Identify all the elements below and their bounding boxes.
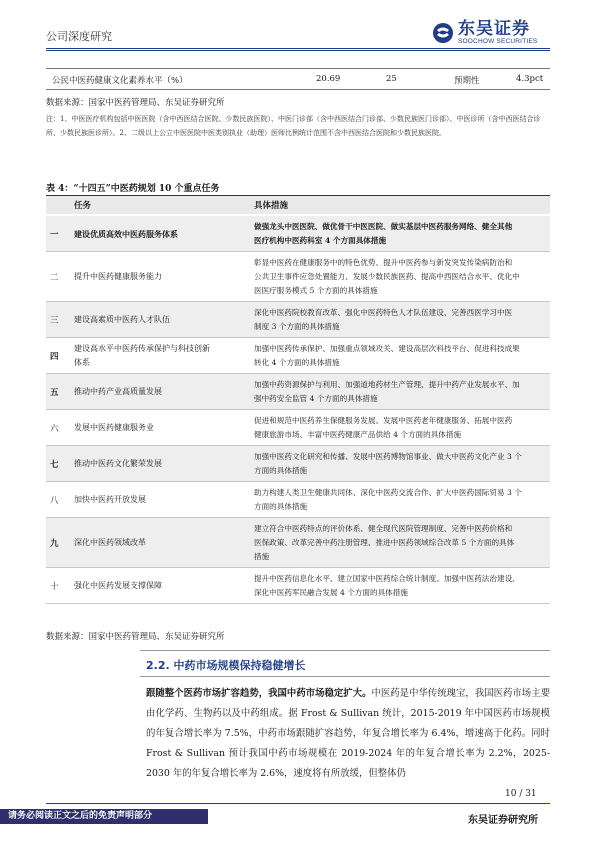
row-measure-line: 方面的具体措施	[254, 466, 308, 475]
row-measures	[254, 572, 548, 600]
header-section-label: 公司深度研究	[46, 30, 112, 43]
row-measure-line: 深化中医药院校教育改革、强化中医药特色人才队伍建设、完善西医学习中医	[254, 308, 513, 317]
logo-en-text: SOOCHOW SECURITIES	[458, 38, 538, 45]
row-measures	[254, 220, 548, 248]
prev-row-value-3: 预期性	[454, 76, 480, 86]
table-row	[46, 374, 550, 410]
row-measure-line: 加强中医药文化研究和传播、发展中医药博物馆事业、做大中医药文化产业 3 个	[254, 452, 522, 461]
row-measure-line: 措施	[254, 552, 270, 561]
brand-logo	[432, 20, 537, 45]
row-measure-line: 强中药安全监管 4 个方面的具体措施	[254, 394, 378, 403]
header-divider-thin	[46, 50, 550, 51]
row-task: 发展中医药健康服务业	[74, 423, 154, 432]
section-rule-bottom	[140, 676, 550, 677]
row-task: 强化中医药发展支撑保障	[74, 581, 162, 590]
row-measures	[254, 342, 548, 370]
prev-table-row	[46, 68, 550, 90]
prev-row-value-1: 20.69	[316, 74, 341, 84]
row-number: 二	[50, 273, 59, 283]
row-measures	[254, 256, 548, 298]
table-row	[46, 252, 550, 302]
row-measure-line: 做强龙头中医医院、做优骨干中医医院、做实基层中医药服务网络、健全其他	[254, 222, 513, 231]
table-row	[46, 410, 550, 446]
row-measures	[254, 414, 548, 442]
row-task-line: 体系	[74, 358, 90, 367]
row-measure-line: 医医疗服务模式 5 个方面的具体措施	[254, 286, 378, 295]
data-source-1: 数据来源：国家中医药管理局、东吴证券研究所	[46, 98, 225, 108]
row-measure-line: 彰显中医药在健康服务中的特色优势、提升中医药参与新发突发传染病防治和	[254, 258, 513, 267]
row-measure-line: 加强中医药传承保护、加强重点领域攻关、建设高层次科技平台、促进科技成果	[254, 344, 520, 353]
row-measure-line: 制度 3 个方面的具体措施	[254, 322, 340, 331]
row-measures	[254, 522, 548, 564]
row-measure-line: 助力构建人类卫生健康共同体、深化中医药交流合作、扩大中医药国际贸易 3 个	[254, 488, 522, 497]
table-header-measures: 具体措施	[254, 201, 289, 211]
prev-row-label: 公民中医药健康文化素养水平（%）	[52, 76, 188, 86]
row-measures	[254, 450, 548, 478]
row-task	[74, 342, 250, 370]
data-source-2: 数据来源：国家中医药管理局、东吴证券研究所	[46, 632, 225, 642]
paragraph-lead: 跟随整个医药市场扩容趋势，我国中药市场稳定扩大。	[146, 688, 372, 699]
row-number: 九	[50, 539, 59, 549]
row-number: 七	[50, 460, 59, 470]
row-measure-line: 深化中医药军民融合发展 4 个方面的具体措施	[254, 588, 408, 597]
row-measure-line: 建立符合中医药特点的评价体系、健全现代医院管理制度、完善中医药价格和	[254, 524, 513, 533]
row-measures	[254, 486, 548, 514]
row-task: 建设高素质中医药人才队伍	[74, 315, 170, 324]
section-title: 2.2. 中药市场规模保持稳健增长	[146, 659, 306, 672]
table-row	[46, 482, 550, 518]
table-row	[46, 446, 550, 482]
table-row	[46, 302, 550, 338]
table-title: 表 4：“十四五”中医药规划 10 个重点任务	[46, 184, 220, 194]
row-task-line: 建设高水平中医药传承保护与科技创新	[74, 344, 210, 353]
table-row	[46, 518, 550, 568]
row-measure-line: 加强中药资源保护与利用、加强道地药材生产管理、提升中药产业发展水平、加	[254, 380, 520, 389]
row-number: 一	[50, 230, 59, 240]
row-task: 推动中医药文化繁荣发展	[74, 459, 162, 468]
row-number: 十	[50, 582, 59, 592]
row-number: 四	[50, 352, 59, 362]
row-measure-line: 提升中医药信息化水平、建立国家中医药综合统计制度、加强中医药法治建设、	[254, 574, 520, 583]
row-measure-line: 健康旅游市场、丰富中医药健康产品供给 4 个方面的具体措施	[254, 430, 462, 439]
table-row	[46, 338, 550, 374]
prev-row-value-4: 4.3pct	[516, 74, 544, 84]
row-measure-line: 医保政策、改革完善中药注册管理、推进中医药领域综合改革 5 个方面的具体	[254, 538, 515, 547]
header-divider	[46, 48, 550, 49]
footer-divider	[46, 803, 550, 804]
section-rule-top	[140, 650, 550, 651]
disclaimer-text: 请务必阅读正文之后的免责声明部分	[8, 811, 153, 821]
row-measures	[254, 378, 548, 406]
row-task: 建设优质高效中医药服务体系	[74, 229, 178, 239]
row-measures	[254, 306, 548, 334]
row-measure-line: 促进和规范中医药养生保健服务发展、发展中医药老年健康服务、拓展中医药	[254, 416, 513, 425]
body-paragraph	[146, 684, 550, 784]
row-number: 三	[50, 316, 59, 326]
prev-row-value-2: 25	[386, 74, 397, 84]
row-number: 八	[50, 496, 59, 506]
table-row	[46, 568, 550, 604]
row-measure-line: 医疗机构中医药科室 4 个方面具体措施	[254, 236, 387, 245]
table-header	[46, 196, 550, 214]
row-measure-line: 公共卫生事件应急处置能力、发展少数民族医药、提高中西医结合水平、优化中	[254, 272, 520, 281]
row-number: 五	[50, 388, 59, 398]
logo-mark-icon	[432, 22, 454, 44]
table-row	[46, 216, 550, 252]
row-measure-line: 转化 4 个方面的具体措施	[254, 358, 340, 367]
footer-org: 东吴证券研究所	[468, 815, 538, 826]
row-task: 推动中药产业高质量发展	[74, 387, 162, 396]
row-task: 深化中医药领域改革	[74, 538, 146, 547]
table-header-task: 任务	[74, 201, 92, 211]
row-task: 提升中医药健康服务能力	[74, 272, 162, 281]
row-task: 加快中医药开放发展	[74, 495, 146, 504]
paragraph-body: 中医药是中华传统瑰宝，我国医药市场主要由化学药、生物药以及中药组成。据 Frost & Sullivan 统计，2015-2019 年中国医药市场规模的年复合增长率为 7.5%，中药市场跟随扩容趋势，年复合增长率为 6.4%，增速高于化药。同时 Frost & Sullivan 预计我国中药市场规模在 2019-2024 年的年复合增长率为 2.2%，2025-2030 年的年复合增长率为 2.6%，速度将有所放缓，但整体仍	[146, 688, 550, 779]
logo-cn-text: 东吴证券	[458, 19, 530, 39]
row-number: 六	[50, 424, 59, 434]
table-note: 注：1、中医医疗机构包括中医医院（含中西医结合医院、少数民族医院）、中医门诊部（含中西医结合门诊部、少数民族医门诊部）、中医诊所（含中西医结合诊所、少数民族医诊所）。2、二级以上公立中医医院中医类别执业（助理）医师比例统计范围不含中西医结合医院和少数民族医院。	[46, 115, 541, 137]
row-measure-line: 方面的具体措施	[254, 502, 308, 511]
page-number: 10 / 31	[505, 789, 537, 799]
